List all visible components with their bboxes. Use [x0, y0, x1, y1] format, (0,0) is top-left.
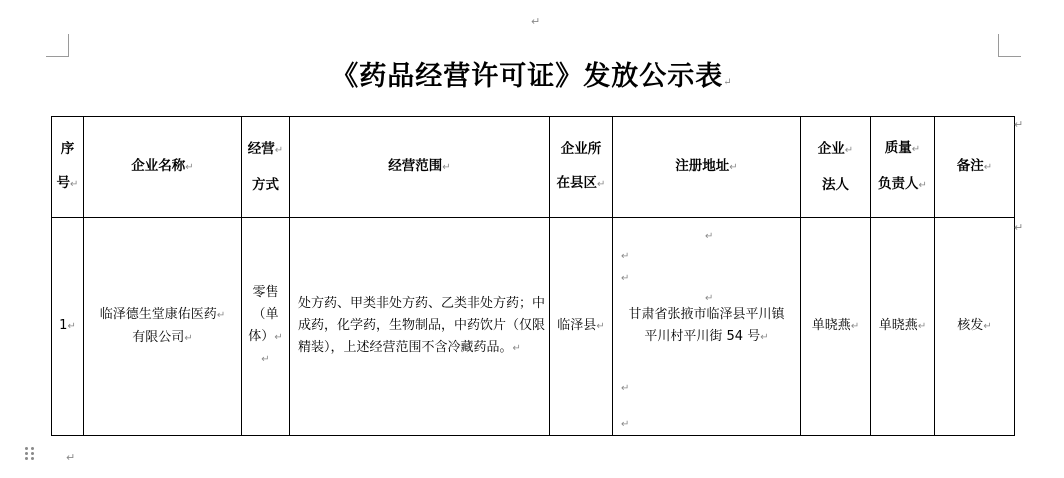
cell-registered-address: ↵ ↵ ↵ ↵ 甘肃省张掖市临泽县平川镇 平川村平川街 54 号↵ ↵ ↵ [613, 218, 801, 436]
cell-business-mode: 零售 （单 体）↵ ↵ [242, 218, 290, 436]
cell-district: 临泽县↵ [550, 218, 613, 436]
header-remark: 备注↵ [935, 117, 1015, 218]
row-end-mark-1: ↵ [1014, 118, 1024, 131]
header-business-mode: 经营↵ 方式 [242, 117, 290, 218]
cell-remark: 核发↵ [935, 218, 1015, 436]
header-district: 企业所 在县区↵ [550, 117, 613, 218]
paragraph-mark-end: ↵ [66, 451, 76, 464]
cell-quality-manager: 单晓燕↵ [871, 218, 935, 436]
table-move-handle[interactable] [25, 447, 37, 461]
header-business-scope: 经营范围↵ [290, 117, 550, 218]
cell-business-scope: 处方药、甲类非处方药、乙类非处方药；中成药，化学药，生物制品，中药饮片（仅限精装），上述经营范围不含冷藏药品。↵ [290, 218, 550, 436]
header-quality-manager: 质量↵ 负责人↵ [871, 117, 935, 218]
license-table [51, 116, 1015, 436]
table-row [52, 218, 1015, 436]
cell-seq: 1↵ [52, 218, 84, 436]
row-end-mark-2: ↵ [1014, 221, 1024, 234]
header-registered-address: 注册地址↵ [613, 117, 801, 218]
table-header-row [52, 117, 1015, 218]
cell-company-name: 临泽德生堂康佑医药↵ 有限公司↵ [84, 218, 242, 436]
cell-legal-person: 单晓燕↵ [801, 218, 871, 436]
header-company-name: 企业名称↵ [84, 117, 242, 218]
header-legal-person: 企业↵ 法人 [801, 117, 871, 218]
header-seq: 序 号↵ [52, 117, 84, 218]
paragraph-mark: ↵ [531, 15, 541, 28]
document-title: 《药品经营许可证》发放公示表↵ [331, 61, 733, 92]
